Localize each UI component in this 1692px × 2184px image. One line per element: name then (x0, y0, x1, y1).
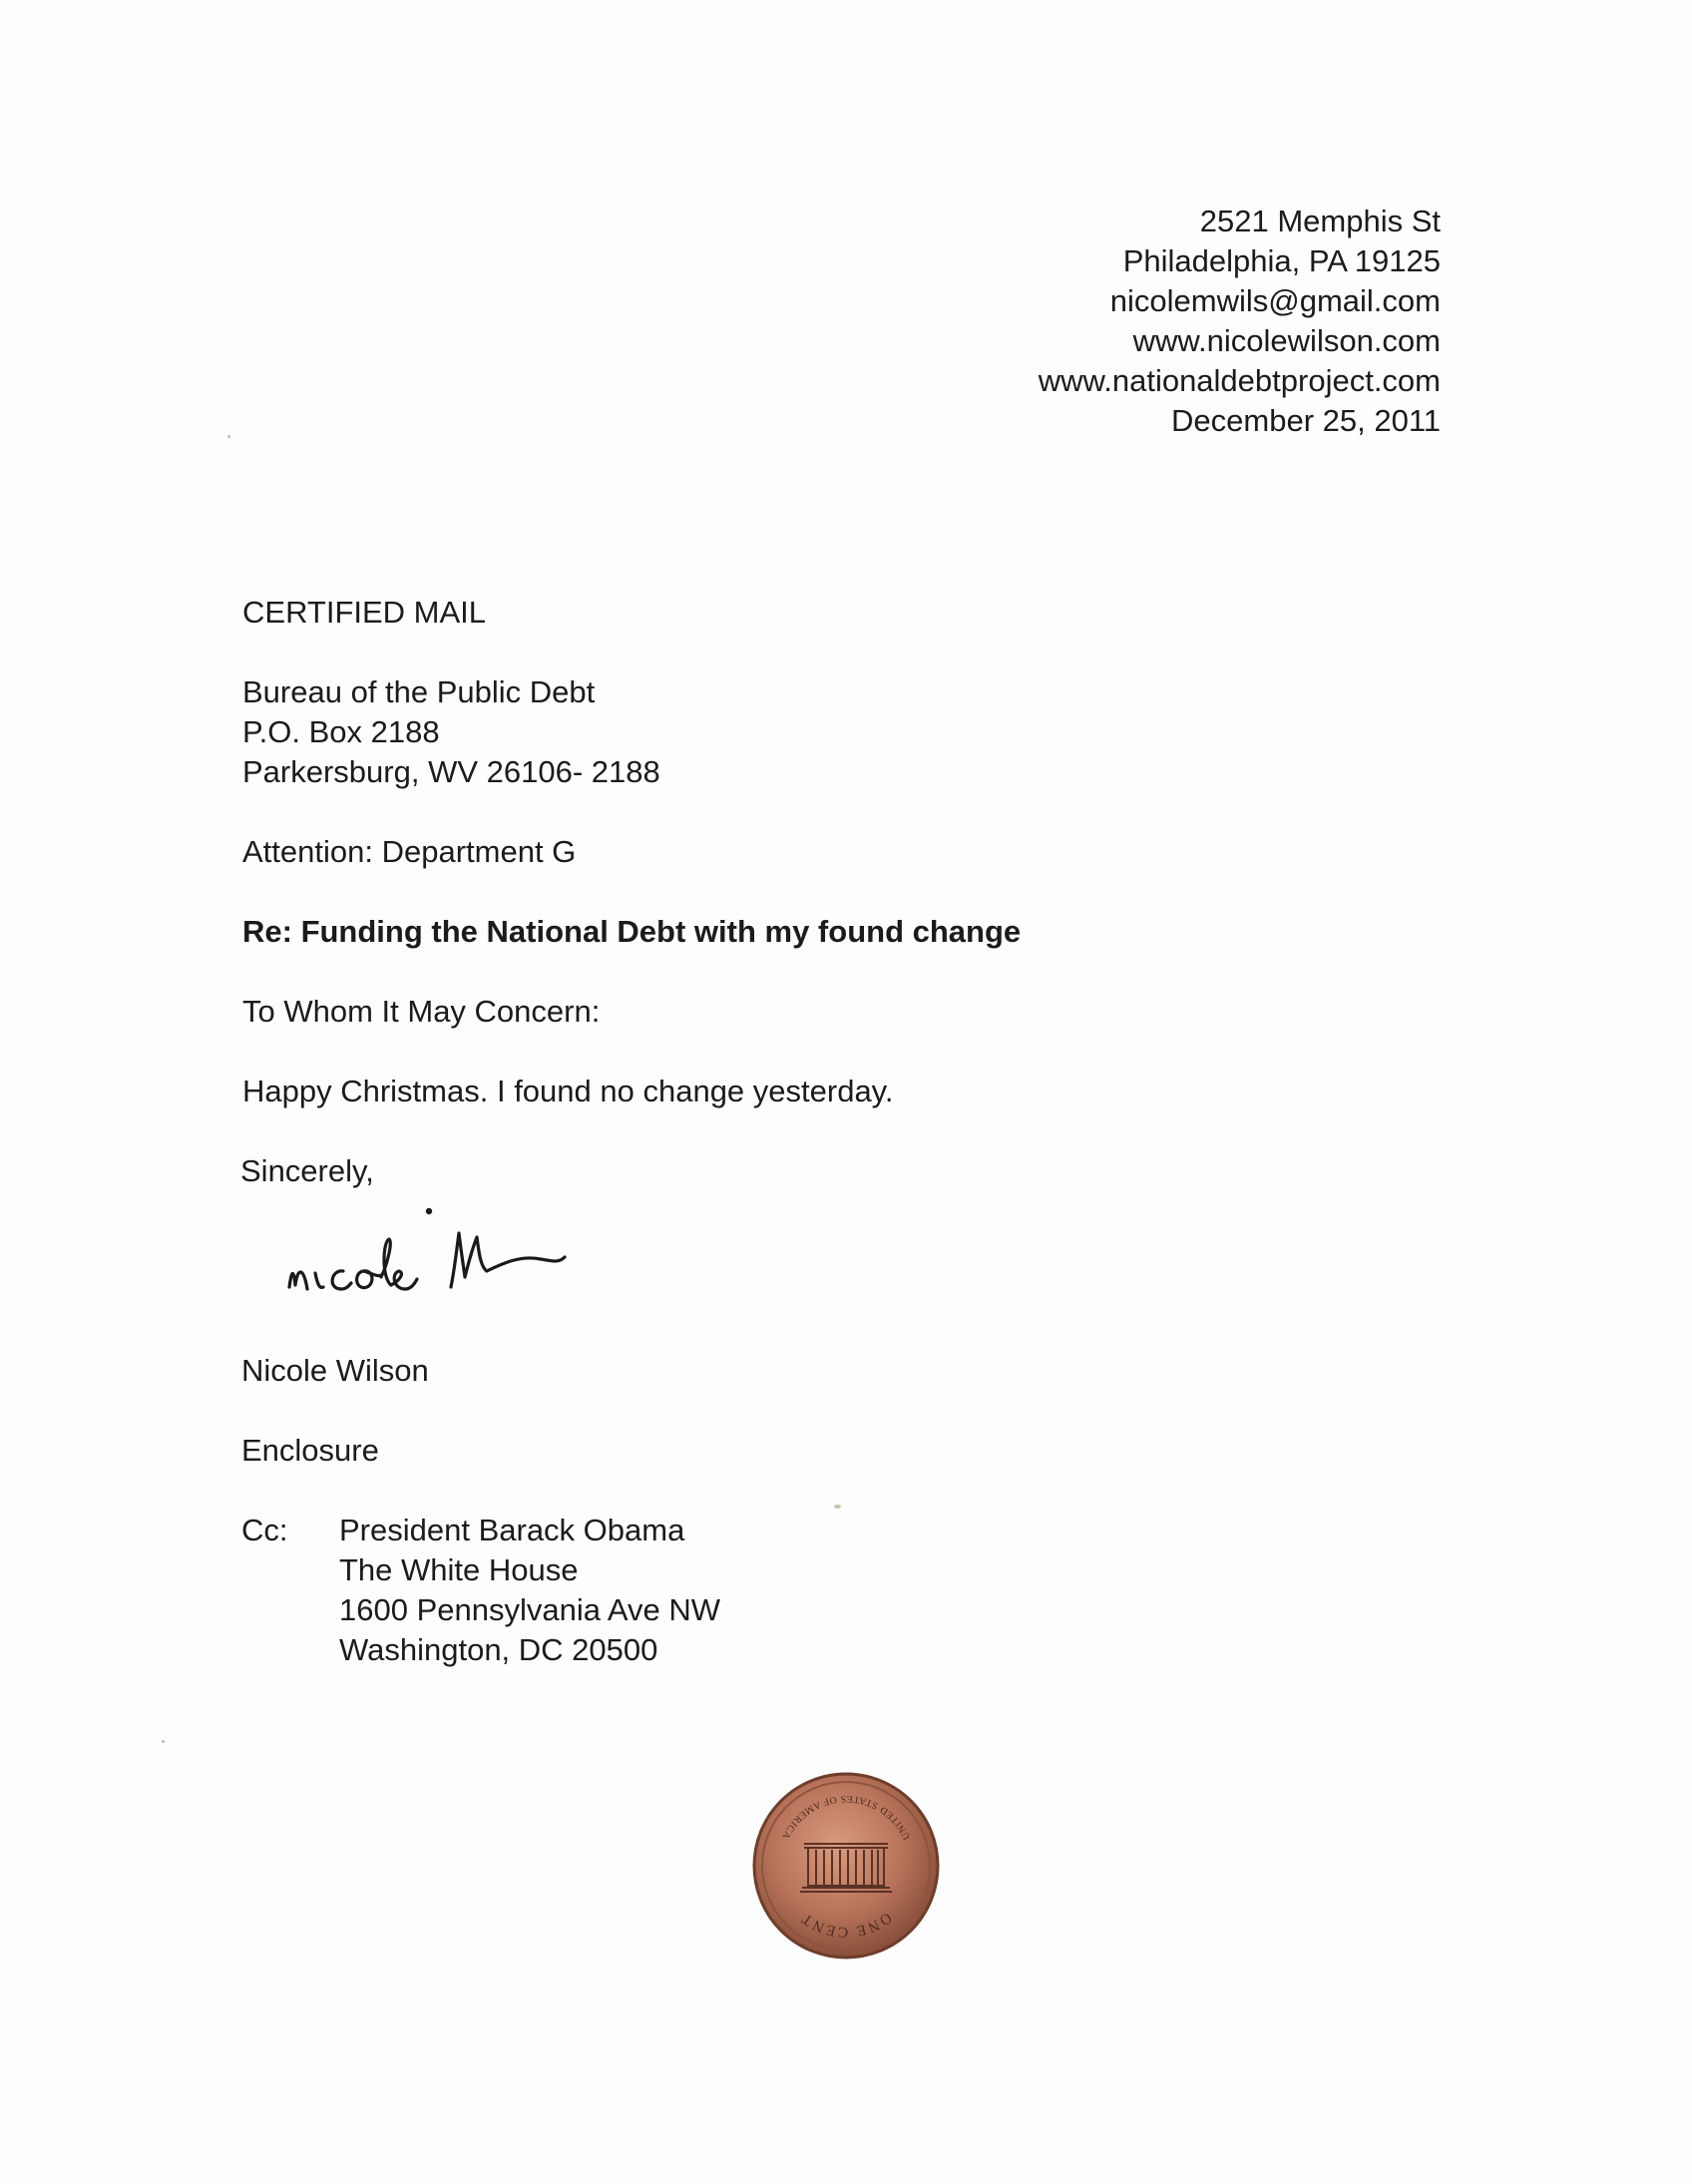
scan-speck (227, 435, 230, 438)
enclosure-note: Enclosure (241, 1433, 379, 1468)
sender-email: nicolemwils@gmail.com (1109, 283, 1441, 318)
cc-line: Washington, DC 20500 (339, 1632, 658, 1667)
sender-website-project: www.nationaldebtproject.com (1038, 363, 1441, 398)
attention-line: Attention: Department G (242, 834, 577, 869)
cc-address-block (339, 1511, 720, 1670)
sender-city-line: Philadelphia, PA 19125 (1122, 243, 1441, 278)
scan-speck (162, 1740, 165, 1743)
salutation: To Whom It May Concern: (242, 994, 601, 1029)
letter-date: December 25, 2011 (1171, 403, 1441, 438)
cc-line: The White House (339, 1552, 579, 1587)
closing: Sincerely, (240, 1153, 374, 1188)
cc-line: 1600 Pennsylvania Ave NW (339, 1592, 720, 1627)
coin-bottom-text: UNITED STATES OF AMERICA (779, 1792, 913, 1842)
penny-coin-image (746, 1766, 946, 1966)
cc-label: Cc: (241, 1513, 288, 1547)
sender-street: 2521 Memphis St (1199, 204, 1441, 238)
coin-top-text: ONE CENT (797, 1909, 895, 1941)
mail-type: CERTIFIED MAIL (242, 595, 487, 630)
recipient-address-block (242, 672, 660, 792)
handwritten-signature (281, 1197, 670, 1327)
subject-line: Re: Funding the National Debt with my found change (242, 914, 1022, 949)
sender-address-block (1039, 202, 1441, 441)
scan-speck (834, 1505, 841, 1509)
recipient-name: Bureau of the Public Debt (242, 674, 596, 709)
sender-website-personal: www.nicolewilson.com (1132, 323, 1441, 358)
recipient-po-box: P.O. Box 2188 (242, 714, 440, 749)
recipient-city-line: Parkersburg, WV 26106- 2188 (242, 754, 660, 789)
signer-name: Nicole Wilson (241, 1353, 429, 1388)
cc-line: President Barack Obama (339, 1513, 685, 1547)
letter-body: Happy Christmas. I found no change yesterday. (242, 1074, 894, 1108)
